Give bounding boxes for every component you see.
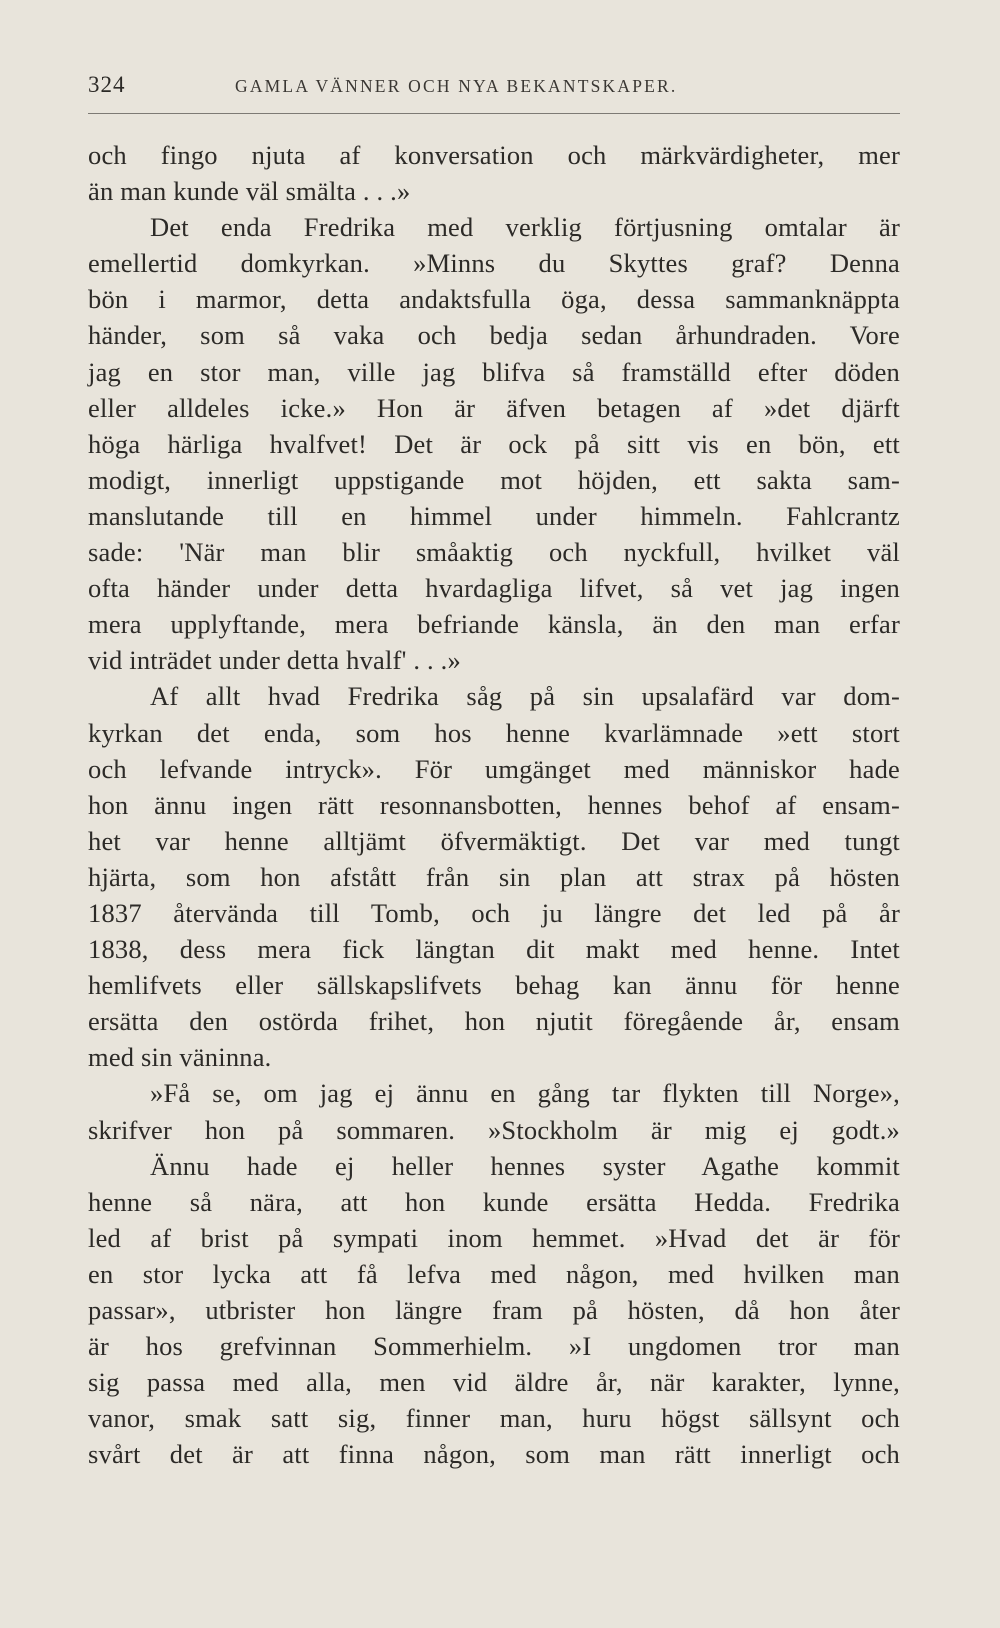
text-line: en stor lycka att få lefva med någon, med hvilken man <box>88 1258 900 1289</box>
text-line: är hos grefvinnan Sommerhielm. »I ungdomen tror man <box>88 1331 900 1362</box>
text-line: het var henne alltjämt öfvermäktigt. Det var med tungt <box>88 825 900 856</box>
text-line: sig passa med alla, men vid äldre år, när karakter, lynne, <box>88 1367 900 1398</box>
text-line: manslutande till en himmel under himmeln. Fahlcrantz <box>88 500 900 531</box>
text-line: händer, som så vaka och bedja sedan århundraden. Vore <box>88 320 900 351</box>
text-line: kyrkan det enda, som hos henne kvarlämnade »ett stort <box>88 717 900 748</box>
text-line: eller alldeles icke.» Hon är äfven betagen af »det djärft <box>88 392 900 423</box>
text-line: Ännu hade ej heller hennes syster Agathe kommit <box>150 1150 900 1181</box>
header-rule <box>88 113 900 114</box>
text-line: ofta händer under detta hvardagliga lifvet, så vet jag ingen <box>88 573 900 604</box>
text-line: hemlifvets eller sällskapslifvets behag kan ännu för henne <box>88 970 900 1001</box>
text-line: skrifver hon på sommaren. »Stockholm är mig ej godt.» <box>88 1114 900 1145</box>
text-line: hon ännu ingen rätt resonnansbotten, hennes behof af ensam- <box>88 789 900 820</box>
text-line: emellertid domkyrkan. »Minns du Skyttes graf? Denna <box>88 248 900 279</box>
text-line: mera upplyftande, mera befriande känsla, än den man erfar <box>88 609 900 640</box>
running-title: GAMLA VÄNNER OCH NYA BEKANTSKAPER. <box>235 76 678 96</box>
text-line: modigt, innerligt uppstigande mot höjden, ett sakta sam- <box>88 464 900 495</box>
text-line: än man kunde väl smälta . . .» <box>88 176 411 207</box>
text-line: med sin väninna. <box>88 1042 272 1073</box>
text-line: »Få se, om jag ej ännu en gång tar flykten till Norge», <box>150 1078 900 1109</box>
text-line: och fingo njuta af konversation och märkvärdigheter, mer <box>88 140 900 170</box>
text-line: vid inträdet under detta hvalf' . . .» <box>88 645 461 676</box>
text-line: ersätta den ostörda frihet, hon njutit föregående år, ensam <box>88 1006 900 1037</box>
text-line: hjärta, som hon afstått från sin plan att strax på hösten <box>88 861 900 892</box>
text-line: passar», utbrister hon längre fram på hösten, då hon åter <box>88 1295 900 1325</box>
text-line: led af brist på sympati inom hemmet. »Hvad det är för <box>88 1222 900 1253</box>
text-line: höga härliga hvalfvet! Det är ock på sitt vis en bön, ett <box>88 428 900 459</box>
text-line: Af allt hvad Fredrika såg på sin upsalafärd var dom- <box>150 681 900 712</box>
text-line: 1838, dess mera fick längtan dit makt med henne. Intet <box>88 934 900 965</box>
text-line: 1837 återvända till Tomb, och ju längre det led på år <box>88 897 900 928</box>
body-text <box>88 137 900 1472</box>
text-line: henne så nära, att hon kunde ersätta Hedda. Fredrika <box>88 1186 900 1217</box>
text-line: jag en stor man, ville jag blifva så framställd efter döden <box>88 356 900 387</box>
page-header <box>88 72 900 102</box>
text-line: svårt det är att finna någon, som man rätt innerligt och <box>88 1439 900 1470</box>
page-number: 324 <box>88 72 126 97</box>
text-line: sade: 'När man blir småaktig och nyckfull, hvilket väl <box>88 537 900 568</box>
text-line: vanor, smak satt sig, finner man, huru högst sällsynt och <box>88 1403 900 1434</box>
text-line: och lefvande intryck». För umgänget med människor hade <box>88 753 900 784</box>
text-line: Det enda Fredrika med verklig förtjusning omtalar är <box>150 212 900 243</box>
text-line: bön i marmor, detta andaktsfulla öga, dessa sammanknäppta <box>88 284 900 315</box>
